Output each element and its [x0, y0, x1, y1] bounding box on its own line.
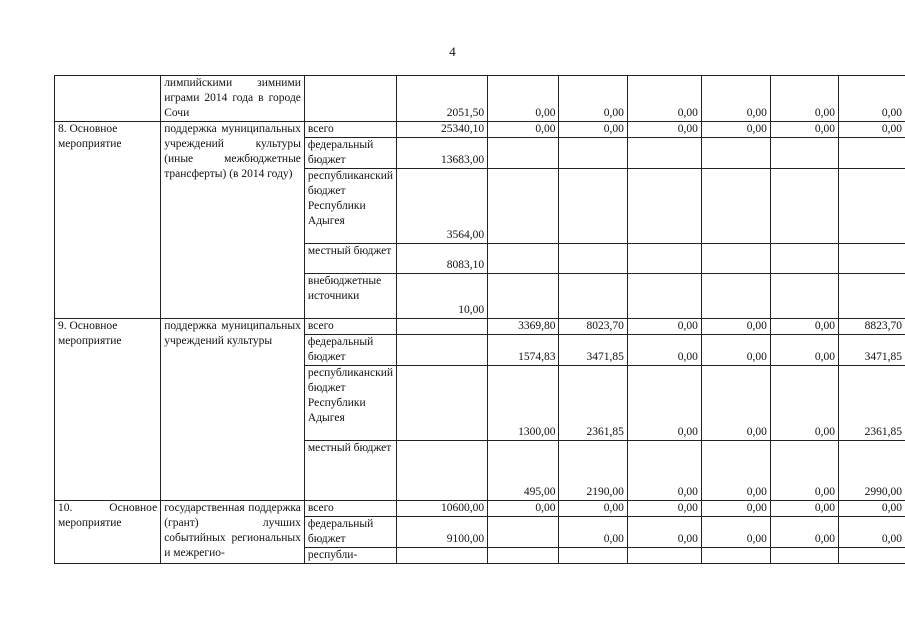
cell-value: 0,00 [838, 76, 905, 122]
cell-value [397, 548, 488, 564]
budget-table [54, 75, 905, 564]
cell-value: 0,00 [627, 501, 701, 517]
cell-value [627, 548, 701, 564]
cell-value: 0,00 [627, 441, 701, 501]
cell-value: 8023,70 [559, 319, 627, 335]
cell-event: 9. Основное мероприятие [55, 319, 161, 501]
cell-value: 0,00 [701, 501, 770, 517]
cell-value: 1300,00 [488, 366, 559, 441]
cell-value: 13683,00 [397, 138, 488, 169]
cell-value [838, 548, 905, 564]
cell-value [488, 517, 559, 548]
table-row [55, 76, 905, 122]
page-number: 4 [449, 44, 456, 59]
cell-value: 0,00 [770, 122, 838, 138]
cell-value: 0,00 [701, 76, 770, 122]
cell-source: местный бюджет [304, 244, 396, 274]
cell-value: 0,00 [838, 501, 905, 517]
cell-value [770, 548, 838, 564]
cell-value: 0,00 [559, 122, 627, 138]
cell-value: 0,00 [838, 517, 905, 548]
cell-source: всего [304, 501, 396, 517]
cell-value [701, 274, 770, 319]
cell-value [627, 138, 701, 169]
cell-value: 0,00 [559, 501, 627, 517]
cell-value [559, 169, 627, 244]
cell-value: 0,00 [701, 517, 770, 548]
cell-source: республи- [304, 548, 396, 564]
cell-value [770, 244, 838, 274]
cell-value: 8083,10 [397, 244, 488, 274]
cell-value: 0,00 [627, 76, 701, 122]
cell-value: 2051,50 [397, 76, 488, 122]
cell-value: 0,00 [701, 319, 770, 335]
cell-value: 25340,10 [397, 122, 488, 138]
cell-value: 0,00 [770, 441, 838, 501]
cell-source: республиканский бюджет Республики Адыгея [304, 366, 396, 441]
cell-value [838, 169, 905, 244]
cell-value: 3564,00 [397, 169, 488, 244]
cell-value [770, 138, 838, 169]
cell-source: федеральный бюджет [304, 138, 396, 169]
cell-value [397, 366, 488, 441]
cell-value [627, 169, 701, 244]
cell-event: 10. Основное мероприятие [55, 501, 161, 564]
cell-value: 0,00 [488, 76, 559, 122]
cell-value: 0,00 [701, 366, 770, 441]
cell-value: 3471,85 [559, 335, 627, 366]
cell-value: 2190,00 [559, 441, 627, 501]
cell-value [627, 274, 701, 319]
cell-value [838, 138, 905, 169]
cell-value: 0,00 [770, 335, 838, 366]
cell-value [559, 274, 627, 319]
table-row [55, 501, 905, 517]
cell-value [701, 244, 770, 274]
cell-value: 9100,00 [397, 517, 488, 548]
cell-event: 8. Основное мероприятие [55, 122, 161, 319]
cell-value: 0,00 [770, 517, 838, 548]
cell-source: федеральный бюджет [304, 517, 396, 548]
cell-value: 0,00 [701, 335, 770, 366]
cell-value: 2990,00 [838, 441, 905, 501]
cell-value [770, 169, 838, 244]
cell-value: 3471,85 [838, 335, 905, 366]
cell-value [488, 274, 559, 319]
cell-value: 2361,85 [838, 366, 905, 441]
cell-source: местный бюджет [304, 441, 396, 501]
cell-value: 0,00 [488, 501, 559, 517]
cell-source [304, 76, 396, 122]
cell-value [397, 335, 488, 366]
cell-value [701, 169, 770, 244]
cell-value: 1574,83 [488, 335, 559, 366]
cell-description: лимпийскими зимними играми 2014 года в городе Сочи [161, 76, 305, 122]
cell-value: 3369,80 [488, 319, 559, 335]
cell-source: внебюджетные источники [304, 274, 396, 319]
cell-value [488, 169, 559, 244]
cell-value: 0,00 [701, 122, 770, 138]
cell-value: 2361,85 [559, 366, 627, 441]
table-row [55, 319, 905, 335]
cell-value: 0,00 [627, 366, 701, 441]
cell-source: всего [304, 319, 396, 335]
cell-value: 0,00 [559, 76, 627, 122]
cell-description: государственная поддержка (грант) лучших событийных региональных и межрегио- [161, 501, 305, 564]
cell-source: федеральный бюджет [304, 335, 396, 366]
cell-value [770, 274, 838, 319]
cell-value [838, 274, 905, 319]
cell-source: всего [304, 122, 396, 138]
cell-value [488, 138, 559, 169]
cell-value: 0,00 [627, 122, 701, 138]
cell-description: поддержка муниципальных учреждений культуры (иные межбюджетные трансферты) (в 2014 году) [161, 122, 305, 319]
cell-value: 0,00 [627, 335, 701, 366]
cell-value: 10,00 [397, 274, 488, 319]
cell-value [488, 548, 559, 564]
cell-value [701, 548, 770, 564]
cell-event [55, 76, 161, 122]
cell-value [627, 244, 701, 274]
cell-value: 0,00 [770, 319, 838, 335]
cell-value: 8823,70 [838, 319, 905, 335]
cell-value: 0,00 [488, 122, 559, 138]
cell-value [559, 244, 627, 274]
cell-value: 0,00 [770, 366, 838, 441]
cell-value [397, 441, 488, 501]
cell-value: 10600,00 [397, 501, 488, 517]
cell-source: республиканский бюджет Республики Адыгея [304, 169, 396, 244]
cell-value: 0,00 [627, 517, 701, 548]
cell-value: 495,00 [488, 441, 559, 501]
cell-value: 0,00 [627, 319, 701, 335]
cell-value [559, 138, 627, 169]
cell-value: 0,00 [770, 76, 838, 122]
cell-value [701, 138, 770, 169]
cell-value [559, 548, 627, 564]
cell-value: 0,00 [559, 517, 627, 548]
table-row [55, 122, 905, 138]
cell-value [838, 244, 905, 274]
cell-value: 0,00 [770, 501, 838, 517]
cell-value: 0,00 [838, 122, 905, 138]
cell-value: 0,00 [701, 441, 770, 501]
cell-value [488, 244, 559, 274]
cell-value [397, 319, 488, 335]
cell-description: поддержка муниципальных учреждений культуры [161, 319, 305, 501]
